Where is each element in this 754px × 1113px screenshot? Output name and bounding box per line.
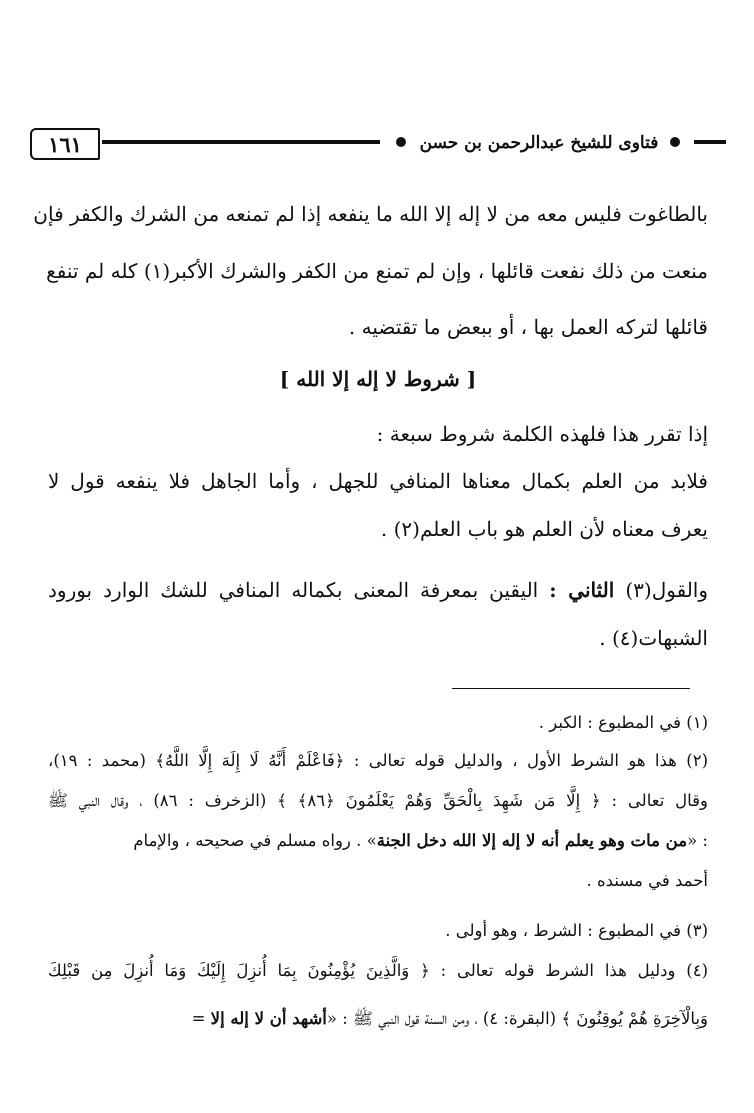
footnote-4-line-1: (٤) ودليل هذا الشرط قوله تعالى : ﴿ وَالَّذِينَ يُؤْمِنُونَ بِمَا أُنزِلَ إِلَيْكَ وَمَا أُنزِلَ مِن قَبْلِكَ bbox=[48, 961, 708, 980]
paragraph-4-line-2: الشبهات(٤) . bbox=[599, 626, 708, 650]
footnote-2-quote-rest: » . رواه مسلم في صحيحه ، والإمام bbox=[133, 831, 377, 850]
footnote-3: (٣) في المطبوع : الشرط ، وهو أولى . bbox=[445, 921, 708, 940]
page-header bbox=[30, 128, 726, 162]
header-bullet-icon bbox=[670, 137, 680, 147]
footnote-2-quote-open: : « bbox=[687, 831, 708, 850]
page-number: ١٦١ bbox=[30, 128, 100, 160]
footnote-2-line-3 bbox=[48, 828, 708, 854]
header-rule-left bbox=[102, 140, 380, 144]
paragraph-1-line-3: قائلها لتركه العمل بها ، أو ببعض ما تقتضيه . bbox=[348, 315, 708, 339]
footnote-2-line-4: أحمد في مسنده . bbox=[586, 871, 708, 890]
footnote-4-hadith: أشهد أن لا إله إلا bbox=[210, 1009, 327, 1028]
paragraph-4-rest: اليقين بمعرفة المعنى بكماله المنافي للشك الوارد بورود bbox=[48, 578, 539, 602]
footnote-4-continuation: = bbox=[191, 1009, 206, 1028]
footnote-2-line-2: وقال تعالى : ﴿ إِلَّا مَن شَهِدَ بِالْحَقِّ وَهُمْ يَعْلَمُونَ ﴿٨٦﴾ ﴾ (الزخرف : ٨٦) ، وقال النبي ﷺ bbox=[48, 791, 709, 810]
header-bullet-icon bbox=[396, 137, 406, 147]
paragraph-1-line-1: بالطاغوت فليس معه من لا إله إلا الله ما ينفعه إذا لم تمنعه من الشرك والكفر فإن bbox=[33, 202, 708, 226]
paragraph-1-line-2: منعت من ذلك نفعت قائلها ، وإن لم تمنع من الكفر والشرك الأكبر(١) كله لم تنفع bbox=[46, 259, 708, 283]
footnote-2-line-1: (٢) هذا هو الشرط الأول ، والدليل قوله تعالى : ﴿فَاعْلَمْ أَنَّهُ لَا إِلَهَ إِلَّا اللَّهُ﴾ (محمد : ١٩)، bbox=[48, 751, 708, 770]
paragraph-4-start: والقول(٣) bbox=[625, 578, 708, 602]
paragraph-2: إذا تقرر هذا فلهذه الكلمة شروط سبعة : bbox=[376, 422, 708, 446]
header-rule-right bbox=[694, 140, 726, 144]
paragraph-4-bold: الثاني : bbox=[549, 578, 615, 602]
section-heading: [ شروط لا إله إلا الله ] bbox=[279, 367, 477, 391]
footnote-1: (١) في المطبوع : الكبر . bbox=[538, 713, 708, 732]
footnote-divider bbox=[452, 688, 690, 689]
paragraph-3-line-1: فلابد من العلم بكمال معناها المنافي للجهل ، وأما الجاهل فلا ينفعه قول لا bbox=[48, 469, 708, 493]
paragraph-3-line-2: يعرف معناه لأن العلم هو باب العلم(٢) . bbox=[380, 517, 708, 541]
footnote-4-line-2 bbox=[48, 1006, 708, 1032]
book-title: فتاوى للشيخ عبدالرحمن بن حسن bbox=[419, 133, 659, 153]
footnote-4-text: وَبِالْآخِرَةِ هُمْ يُوقِنُونَ ﴾ (البقرة: ٤) ، ومن السنة قول النبي ﷺ : « bbox=[326, 1009, 708, 1028]
paragraph-4-line-1 bbox=[48, 576, 708, 604]
footnote-2-hadith: من مات وهو يعلم أنه لا إله إلا الله دخل الجنة bbox=[376, 831, 688, 850]
